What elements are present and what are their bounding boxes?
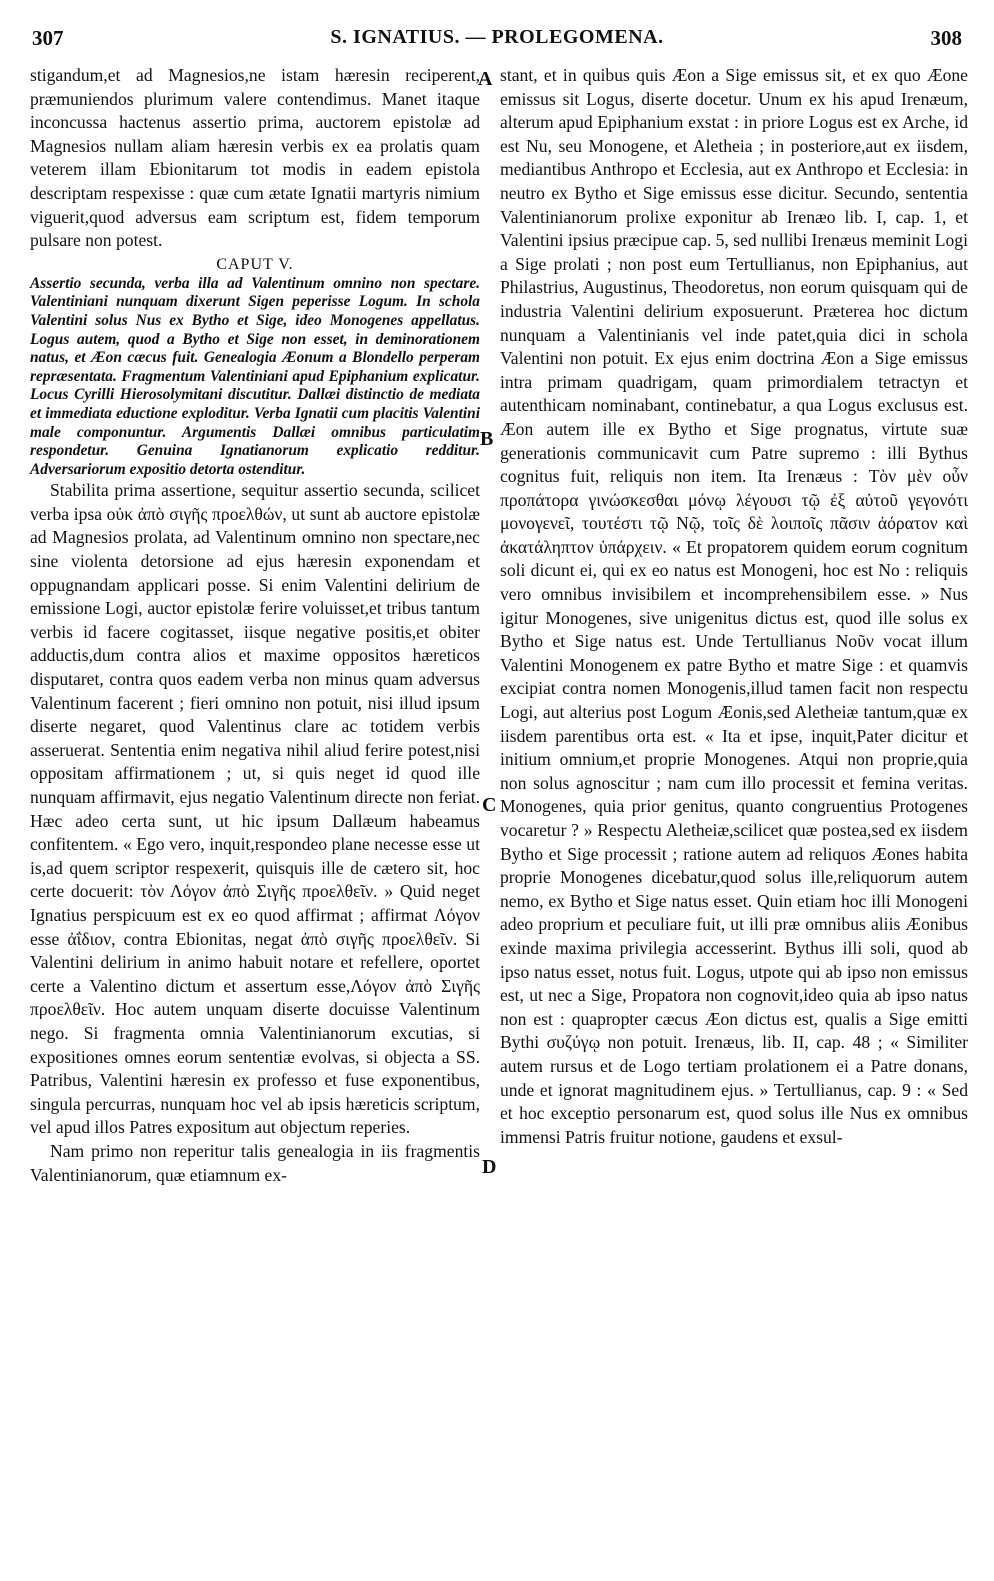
left-paragraph-3: Nam primo non reperitur talis genealogia in iis fragmentis Valentinianorum, quæ etiamnum ex- [30, 1140, 480, 1185]
page-number-right: 308 [930, 26, 962, 50]
left-paragraph-2: Stabilita prima assertione, sequitur assertio secunda, scilicet verba ipsa οὐκ ἀπὸ σιγῆς προελθών, ut sunt ab auctore epistolæ ad Magnesios prolata, ad Valentinum omnino non spectare,nec sine violenta detorsione ad ejus hæresin exponendam et oppugnandam applicari posse. Si enim Valentini delirium de emissione Logi, auctor epistolæ ferire voluisset,et tribus tantum verbis id facere cogitasset, iisque negative positis,et obiter adductis,dum contra alios et maxime oppositos hæreticos disputaret, contra quos eadem verba non minus quam adversus Valentinum facerent ; fieri omnino non potuit, nisi illud ipsum diserte negaret, quod Valentinus clare ac totidem verbis asseruerat. Sententia enim negativa nihil aliud ferire potest,nisi oppositam affirmationem ; ut, si quis neget id quod ille nunquam affirmavit, ejus negatio Valentinum directe non feriat. Hæc adeo certa sunt, ut hic ipsum Dallæum habeamus confitentem. « Ego vero, inquit,respondeo plane necesse esse ut is,ad quem scriptor respexerit, quisquis ille de cætero sit, hoc certe docuerit: τὸν Λόγον ἀπὸ Σιγῆς προελθεῖν. » Quid neget Ignatius perspicuum est ex eo quod affirmat ; affirmat Λόγον esse ἀΐδιον, contra Ebionitas, negat ἀπὸ σιγῆς προελθεῖν. Si Valentini delirium in animo habuit notare et refellere, oportet certe a Valentino dictum et assertum esse,Λόγον ἀπὸ Σιγῆς προελθεῖν. Hoc autem unquam diserte docuisse Valentinum nego. Si fragmenta omnia Valentinianorum excutias, si expositiones omnes eorum sententiæ evolvas, si objecta a SS. Patribus, Valentini hæresin ex professo et fuse exponentibus, singula percurras, nunquam hoc vel ab ipsis hæreticis scriptum, vel apud illos Patres expositum aut objectum reperies. [30, 480, 480, 1138]
section-marker-c: C [482, 794, 497, 816]
left-column [30, 64, 480, 1187]
page-header [30, 26, 964, 60]
section-marker-a: A [478, 68, 493, 90]
left-paragraph-1: stigandum,et ad Magnesios,ne istam hæresin reciperent, præmuniendos plurimum valere contendimus. Manet itaque inconcussa hactenus assertio prima, auctorem epistolæ ad Magnesios nullam aliam hæresin verbis ex ea prolatis quam veterem illam Ebionitarum tot modis in eadem epistola descriptam respexisse : quæ cum ætate Ignatii martyris nimium viguerit,quod adversus eam scriptum est, fidem temporum pulsare non potest. [30, 65, 480, 251]
chapter-heading: CAPUT V. [216, 255, 294, 273]
right-column [500, 64, 968, 1149]
section-marker-b: B [480, 428, 494, 450]
running-title: S. IGNATIUS. — PROLEGOMENA. [330, 26, 664, 48]
right-paragraph-1: stant, et in quibus quis Æon a Sige emissus sit, et ex quo Æone emissus sit Logus, diserte docetur. Unum ex his apud Irenæum, alterum apud Epiphanium exstat : in priore Logus est ex Arche, id est Nu, seu Monogene, et Aletheia ; in posteriore,aut ex iisdem, mediantibus Anthropo et Ecclesia, aut ex Anthropo et Ecclesia: in neutro ex Bytho et Sige emissus esse dicitur. Secundo, sententia Valentinianorum prolixe exponitur ab Irenæo lib. I, cap. 1, et Valentini ipsius præcipue cap. 5, sed nullibi Irenæus meminit Logi a Sige prolati ; non post eum Tertullianus, non Epiphanius, aut Philastrius, Augustinus, Theodoretus, non eorum quisquam qui de industria Valentini delirium exposuerunt. Præterea hoc dictum nunquam a Valentinianis vel inde patet,quia dici in schola Valentini non potuit. Ex ejus enim doctrina Æon a Sige emissus intra primam quadrigam, quam primordialem tetractyn et autenthicam nominabant, continebatur, a qua Logus exclusus est. Æon autem ille ex Bytho et Sige prognatus, virtute suæ generationis communicavit cum Patre supremo : illi Bythus cognitus fuit, reliquis non item. Ita Irenæus : Τὸν μὲν οὖν προπάτορα γινώσκεσθαι μόνῳ λέγουσι τῷ ἐξ αὐτοῦ γεγονότι μονογενεῖ, τουτέστι τῷ Νῷ, τοῖς δὲ λοιποῖς πᾶσιν ἀόρατον καὶ ἀκατάληπτον ὑπάρχειν. « Et propatorem quidem eorum cognitum soli dicunt ei, qui ex eo natus est Monogeni, hoc est No : reliquis vero omnibus invisibilem et incomprehensibilem esse. » Nus igitur Monogenes, sive unigenitus dictus est, quod ille solus ex Bytho et Sige natus est. Unde Tertullianus Νοῦν vocat illum Valentini Monogenem ex patre Bytho et matre Sige : et quamvis excipiat contra nomen Monogenis,illud tamen facit non respectu Logi, aut alterius post Logum Æonis,sed Aletheiæ tantum,quæ ex iisdem parentibus orta est. « Ita et ipse, inquit,Pater dicitur et initium omnium,et proprie Monogenes. Atqui non proprie,quia non solus agnoscitur ; nam cum illo processit et femina veritas. Monogenes, quia prior genitus, quanto congruentius Protogenes vocaretur ? » Respectu Aletheiæ,scilicet quæ postea,sed ex iisdem Bytho et Sige processit ; ratione autem ad reliquos Æones habita proprie Monogenes dicebatur,quod solus ille,reliquorum autem nemo, ex Bytho et Sige natus esset. Quin etiam hoc illi Monogeni adeo proprium et peculiare fuit, ut illi præ omnibus aliis Æonibus exinde maxima privilegia accesserint. Bythus illi soli, quod ab ipso natus esset, notus fuit. Logus, utpote qui ab ipso non emissus est, ut nec a Sige, Propatora non cognovit,ideo quia ab ipso natus non est : quapropter cæcus Æon dictus est, qualis a Sige emitti Bythi συζύγῳ non potuit. Irenæus, lib. II, cap. 48 ; « Similiter autem rursus et de Logo tertiam prolationem ei a Patre donans, unde et ignorat magnitudinem ejus. » Tertullianus, cap. 9 : « Sed et hoc exceptio personarum est, quod solus ille Nus ex omnibus immensi Patris fruitur notione, gaudens et exsul- [500, 65, 968, 1147]
chapter-summary: Assertio secunda, verba illa ad Valentinum omnino non spectare. Valentiniani nunquam dixerunt Sigen peperisse Logum. In schola Valentini solus Nus ex Bytho et Sige, ideo Monogenes appellatus. Logus autem, quod a Bytho et Sige non esset, in deminorationem natus, et Æon cæcus fuit. Genealogia Æonum a Blondello perperam repræsentata. Fragmentum Valentiniani apud Epiphanium explicatur. Locus Cyrilli Hierosolymitani discutitur. Dallæi distinctio de mediata et immediata eductione exploditur. Verba Ignatii cum placitis Valentini male componuntur. Argumentis Dallæi omnibus particulatim respondetur. Genuina Ignatianorum explicatio redditur. Adversariorum expositio detorta ostenditur. [30, 274, 480, 478]
page-number-left: 307 [32, 26, 64, 50]
section-marker-d: D [482, 1156, 497, 1178]
